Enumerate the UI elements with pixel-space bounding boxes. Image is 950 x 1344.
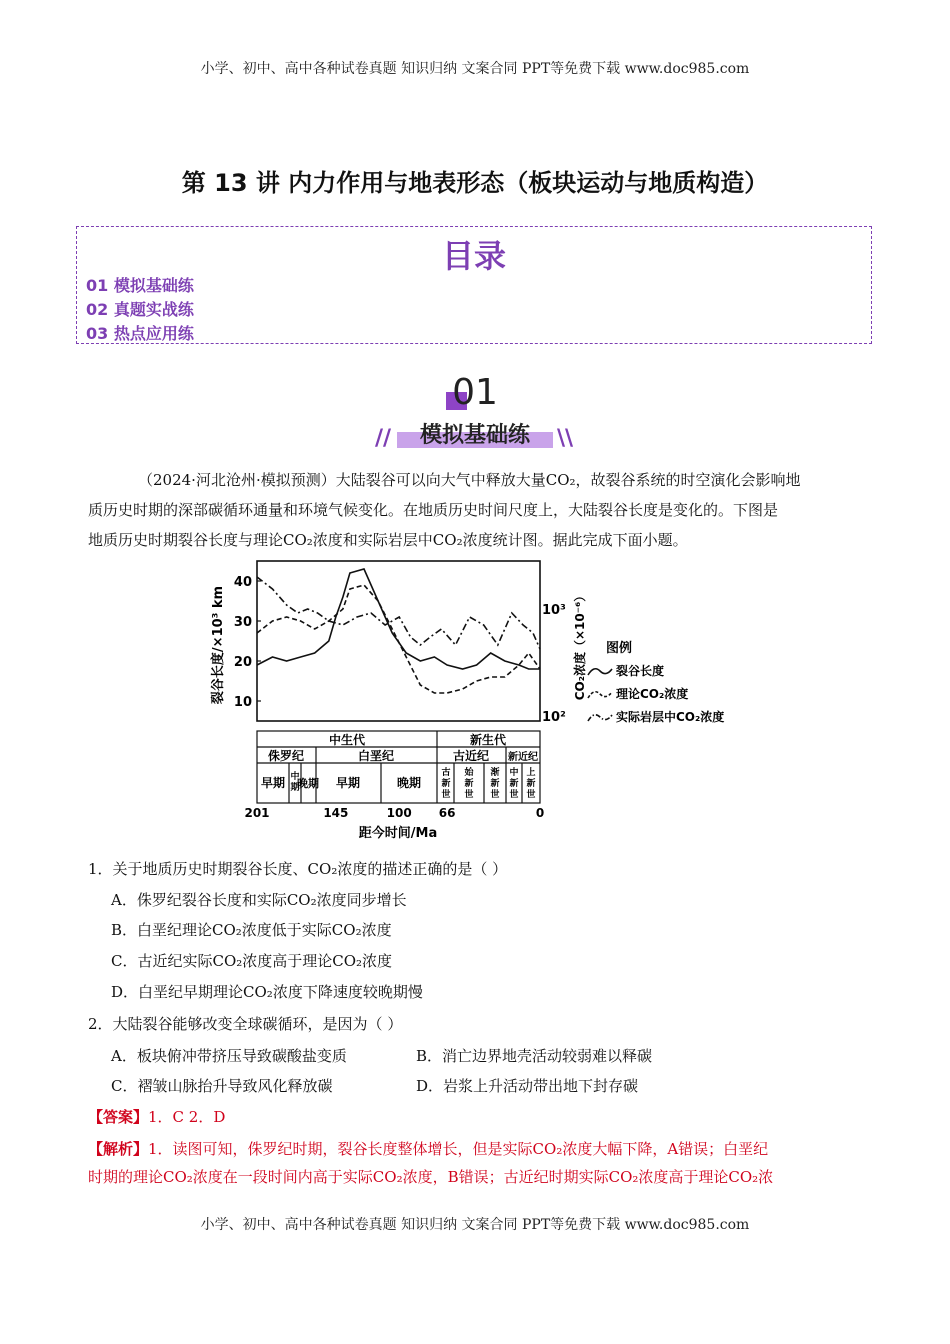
q1-option-a[interactable]: A．侏罗纪裂谷长度和实际CO₂浓度同步增长 — [111, 891, 407, 909]
epoch-vertical-label: 古新世 — [441, 768, 451, 800]
toc-item[interactable]: 01 模拟基础练 — [86, 276, 194, 295]
legend-title: 图例 — [606, 641, 633, 656]
q2-option-d[interactable]: D．岩浆上升活动带出地下封存碳 — [416, 1077, 639, 1095]
y-left-tick: 30 — [233, 615, 252, 630]
q1-option-d[interactable]: D．白垩纪早期理论CO₂浓度下降速度较晚期慢 — [111, 983, 423, 1001]
page-footer: 小学、初中、高中各种试卷真题 知识归纳 文案合同 PPT等免费下载 www.doc985.com — [200, 1217, 750, 1233]
analysis-line-1 — [88, 1138, 768, 1159]
analysis-label: 【解析】 — [88, 1140, 149, 1158]
question-1-stem: 1．关于地质历史时期裂谷长度、CO₂浓度的描述正确的是（ ） — [88, 860, 508, 878]
era-cenozoic: 新生代 — [469, 733, 507, 747]
section-name: 模拟基础练 — [419, 423, 530, 448]
intro-line-2: 质历史时期的深部碳循环通量和环境气候变化。在地质历史时间尺度上，大陆裂谷长度是变化的。下图是 — [88, 501, 779, 519]
legend — [588, 663, 724, 724]
epoch-jurassic-late: 晚期 — [297, 777, 319, 790]
answer-text: 1．C 2．D — [148, 1108, 226, 1126]
x-tick: 100 — [386, 806, 412, 820]
page-header: 小学、初中、高中各种试卷真题 知识归纳 文案合同 PPT等免费下载 www.doc985.com — [200, 61, 750, 77]
legend-label: 理论CO₂浓度 — [616, 687, 689, 701]
epoch-vertical-label: 始新世 — [464, 768, 474, 800]
y-left-tick: 20 — [233, 655, 252, 670]
epoch-vertical-label: 上新世 — [526, 768, 536, 800]
y-right-tick: 10² — [542, 710, 566, 725]
series-line-2 — [257, 585, 540, 693]
period-paleogene: 古近纪 — [452, 749, 490, 763]
answer-line — [88, 1106, 225, 1127]
period-jurassic: 侏罗纪 — [267, 749, 305, 763]
y-left-axis-label: 裂谷长度/×10³ km — [211, 585, 226, 705]
epoch-jurassic-middle: 中期 — [290, 772, 300, 793]
toc-heading: 目录 — [441, 237, 506, 275]
x-tick: 201 — [244, 806, 270, 820]
epoch-jurassic-early: 早期 — [260, 776, 286, 790]
epoch-vertical-label: 渐新世 — [490, 768, 500, 800]
slash-decoration-left: // — [375, 426, 392, 451]
era-mesozoic: 中生代 — [328, 733, 366, 747]
x-tick: 66 — [438, 806, 456, 820]
series-line-1 — [257, 569, 540, 669]
period-cretaceous: 白垩纪 — [357, 749, 395, 763]
intro-line-1: （2024·河北沧州·模拟预测）大陆裂谷可以向大气中释放大量CO₂，故裂谷系统的时空演化会影响地 — [138, 471, 801, 489]
epoch-cretaceous-late: 晚期 — [396, 776, 422, 790]
y-left-tick: 10 — [233, 695, 252, 710]
toc-item[interactable]: 02 真题实战练 — [86, 300, 194, 319]
q2-option-c[interactable]: C．褶皱山脉抬升导致风化释放碳 — [111, 1077, 333, 1095]
epoch-cretaceous-early: 早期 — [335, 776, 361, 790]
q2-option-a[interactable]: A．板块俯冲带挤压导致碳酸盐变质 — [111, 1047, 347, 1065]
toc-item[interactable]: 03 热点应用练 — [86, 324, 194, 343]
table-of-contents — [76, 226, 872, 344]
slash-decoration-right: \\ — [557, 426, 574, 451]
question-2-stem: 2．大陆裂谷能够改变全球碳循环，是因为（ ） — [88, 1015, 403, 1033]
x-ticks — [244, 806, 544, 820]
legend-swatch — [588, 692, 612, 698]
x-tick: 0 — [535, 806, 545, 820]
analysis-line-2: 时期的理论CO₂浓度在一段时间内高于实际CO₂浓度，B错误；古近纪时期实际CO₂浓度高于理论CO₂浓 — [88, 1168, 774, 1186]
period-neogene: 新近纪 — [508, 752, 538, 763]
x-tick: 145 — [323, 806, 349, 820]
answer-label: 【答案】 — [88, 1108, 149, 1126]
y-right-axis-label: CO₂浓度（×10⁻⁶） — [573, 589, 587, 701]
section-number: 01 — [452, 372, 498, 413]
analysis-text-1: 1．读图可知，侏罗纪时期，裂谷长度整体增长，但是实际CO₂浓度大幅下降，A错误；白垩纪 — [148, 1140, 769, 1158]
rift-co2-chart — [200, 555, 760, 845]
q1-option-c[interactable]: C．古近纪实际CO₂浓度高于理论CO₂浓度 — [111, 952, 393, 970]
y-left-tick: 40 — [233, 575, 252, 590]
q2-option-b[interactable]: B．消亡边界地壳活动较弱难以释碳 — [416, 1047, 653, 1065]
legend-swatch — [588, 715, 612, 721]
legend-label: 实际岩层中CO₂浓度 — [616, 710, 725, 724]
q1-option-b[interactable]: B．白垩纪理论CO₂浓度低于实际CO₂浓度 — [111, 921, 392, 939]
intro-line-3: 地质历史时期裂谷长度与理论CO₂浓度和实际岩层中CO₂浓度统计图。据此完成下面小题。 — [88, 531, 688, 549]
y-right-tick: 10³ — [542, 603, 566, 618]
series-line-3 — [257, 577, 540, 649]
legend-swatch — [588, 669, 612, 675]
page-title: 第 13 讲 内力作用与地表形态（板块运动与地质构造） — [181, 169, 769, 197]
epoch-vertical-label: 中新世 — [509, 768, 519, 800]
legend-label: 裂谷长度 — [616, 664, 665, 678]
x-axis-label: 距今时间/Ma — [358, 826, 438, 841]
series-lines — [257, 569, 540, 693]
